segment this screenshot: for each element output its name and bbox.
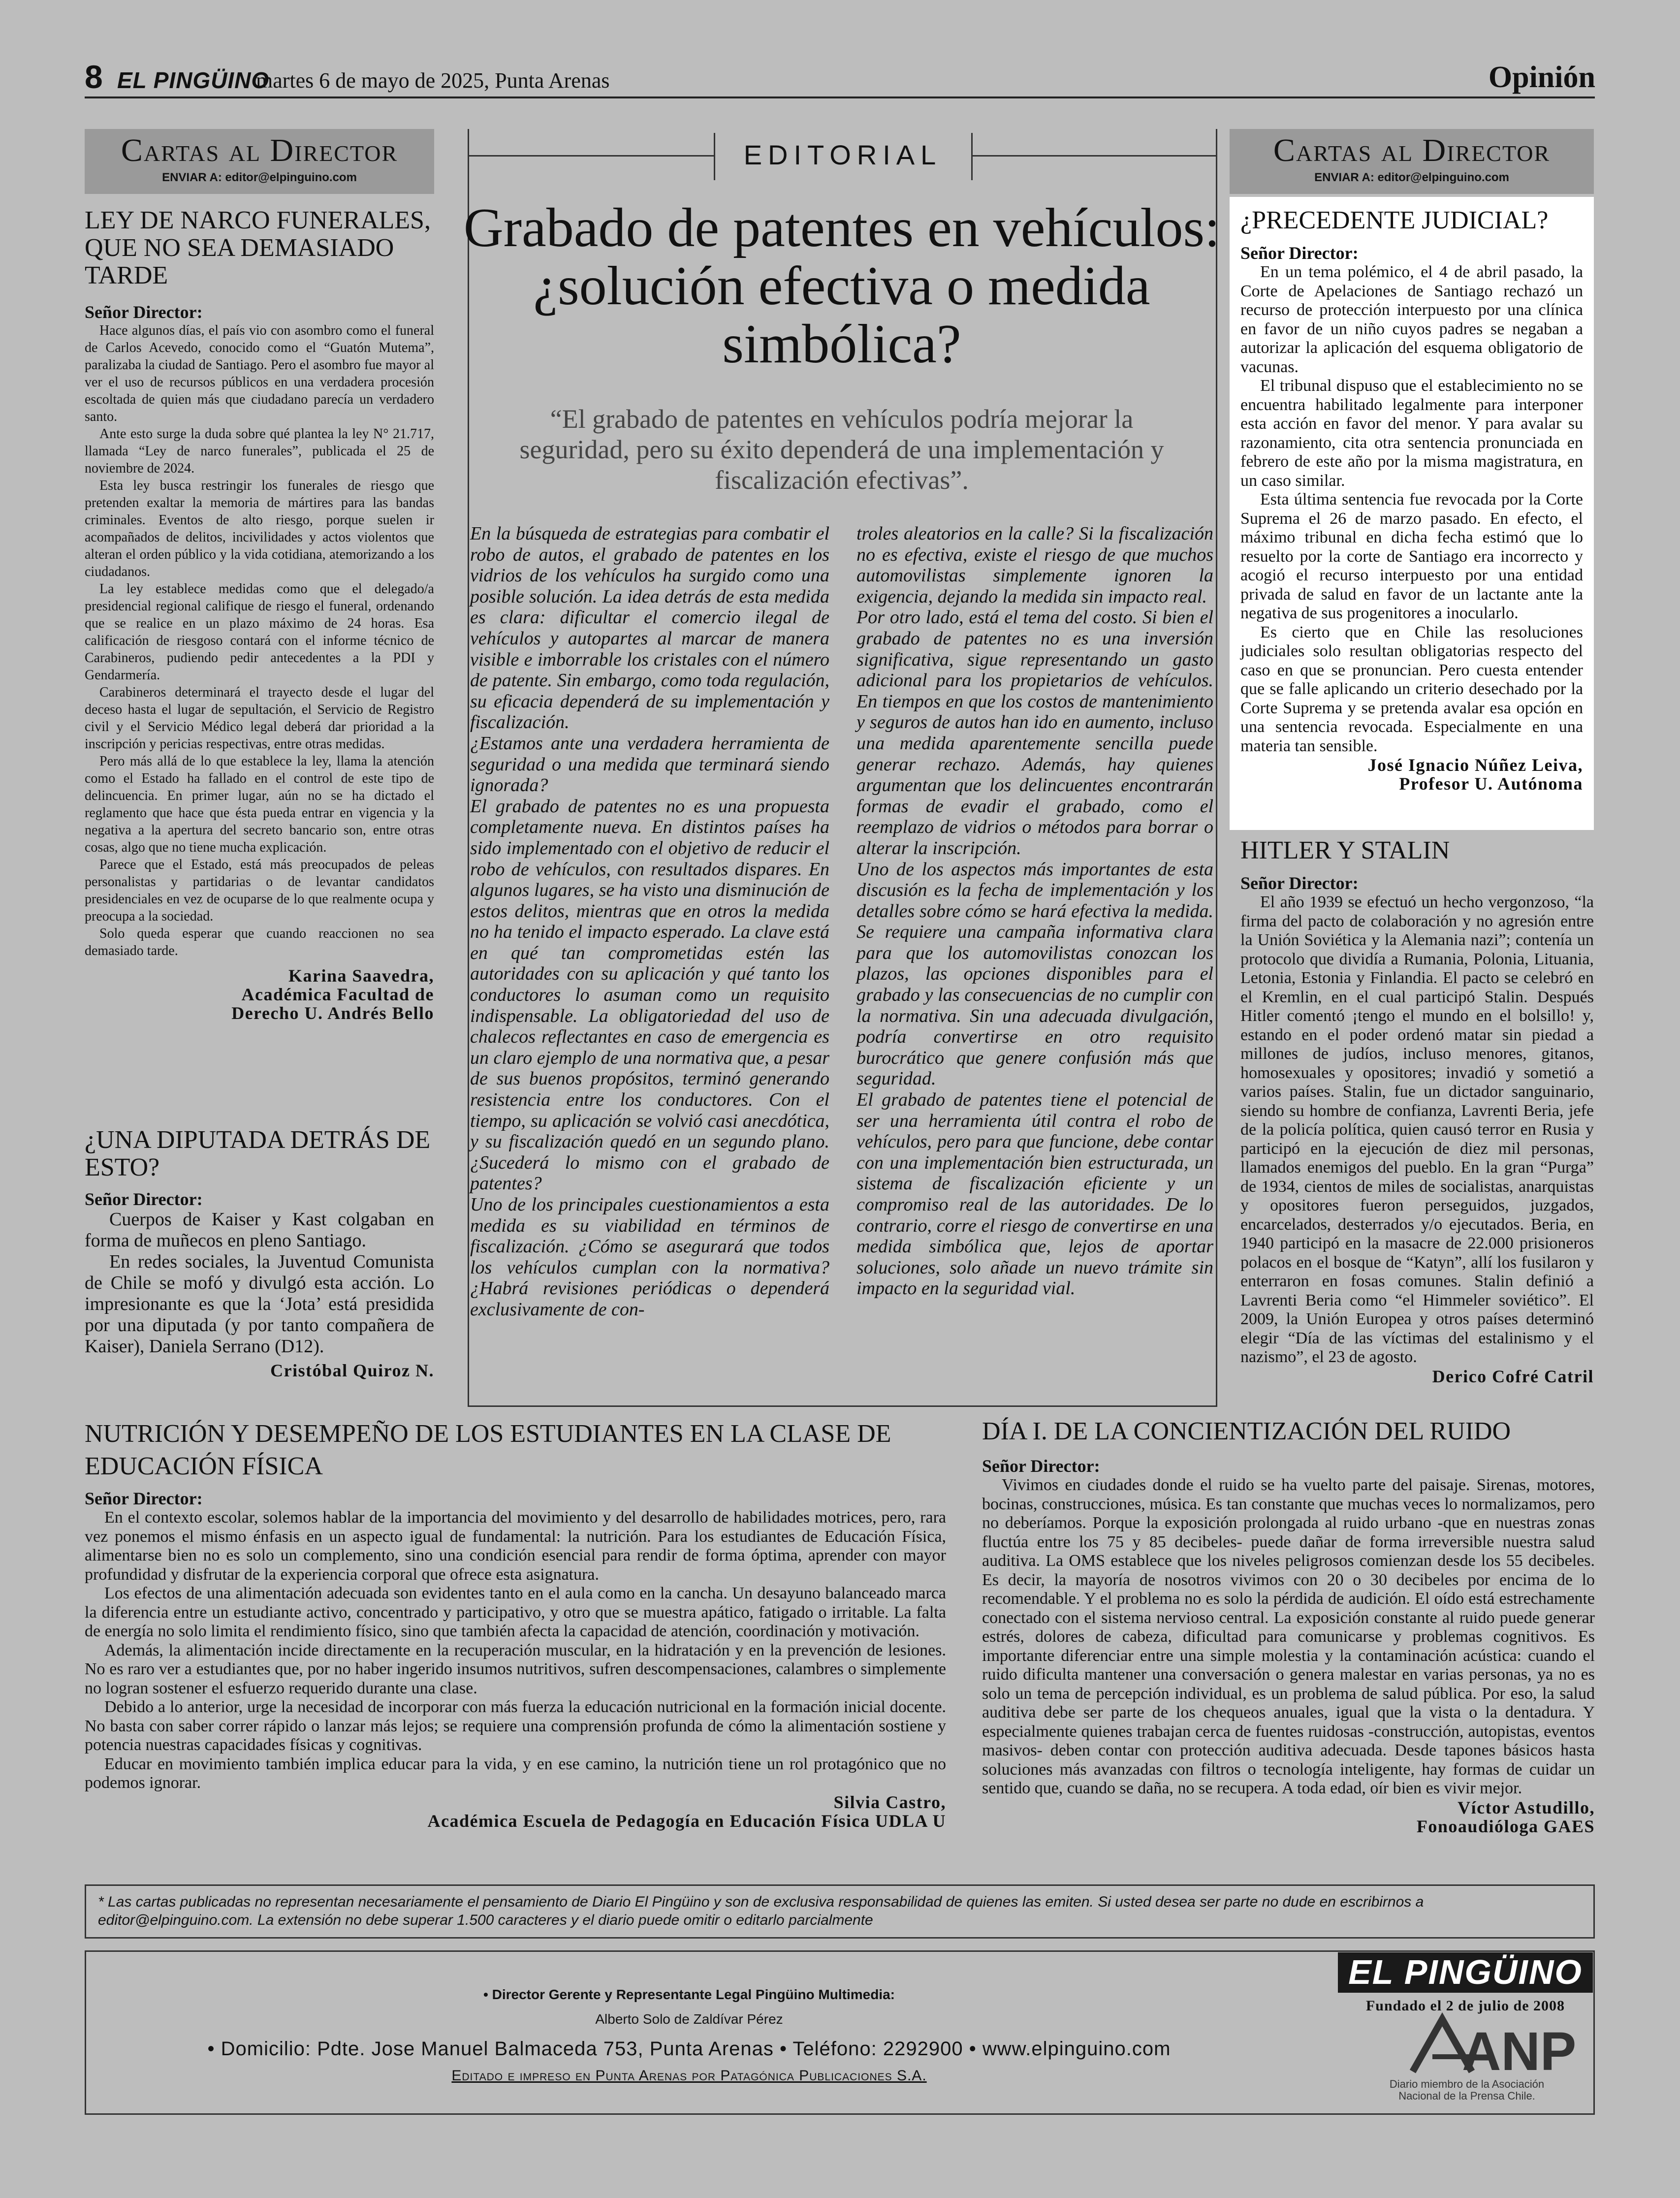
signature-line: Fonoaudióloga GAES	[1416, 1816, 1595, 1836]
cartas-header-right	[1230, 129, 1594, 194]
footer-address: • Domicilio: Pdte. Jose Manuel Balmaceda 753, Punta Arenas • Teléfono: 2292900 • www.elpinguino.com	[207, 2038, 1171, 2060]
paragraph: Ante esto surge la duda sobre qué plantea la ley N° 21.717, llamada “Ley de narco funerales”, publicada el 25 de noviembre de 2024.	[85, 426, 434, 476]
paragraph: ¿Estamos ante una verdadera herramienta de seguridad o una medida que terminará siendo ignorada?	[470, 733, 829, 796]
paragraph: Por otro lado, está el tema del costo. Si bien el grabado de patentes no es una inversión significativa, sigue representando un gasto adicional para los propietarios de vehículos. En tiempos en que los costos de mantenimiento y seguros de autos han ido en aumento, incluso una medida aparentemente sencilla puede generar rechazo. Además, hay quienes argumentan que los delincuentes encontrarán formas de evadir el grabado, como el reemplazo de vidrios o métodos para borrar o alterar la inscripción.	[856, 607, 1213, 859]
letter-salutation: Señor Director:	[1240, 243, 1359, 263]
signature-line: Académica Escuela de Pedagogía en Educación Física UDLA U	[427, 1811, 946, 1831]
letter-headline: HITLER Y STALIN	[1240, 836, 1450, 864]
director-name: Alberto Solo de Zaldívar Pérez	[595, 2011, 783, 2027]
signature-line: Derecho U. Andrés Bello	[231, 1003, 434, 1023]
paragraph: Educar en movimiento también implica educar para la vida, y en ese camino, la nutrición tiene un rol protagónico que no podemos ignorar.	[85, 1754, 946, 1792]
cartas-title: Cartas al Director	[1273, 132, 1551, 168]
paper-logo: EL PINGÜINO	[1338, 1952, 1593, 1993]
letter-salutation: Señor Director:	[85, 1189, 203, 1209]
paragraph: Uno de los aspectos más importantes de esta discusión es la fecha de implementación y los detalles sobre cómo se hará efectiva la medida. Se requiere una campaña informativa clara para que los automovilistas conozcan los plazos, las opciones disponibles para el grabado y las consecuencias de no cumplir con la normativa. Sin una adecuada divulgación, podría convertirse en otro requisito burocrático que genere confusión más que seguridad.	[856, 859, 1213, 1089]
letter-signature	[1240, 756, 1583, 793]
paragraph: Es cierto que en Chile las resoluciones judiciales solo resultan obligatorias respecto del caso en que se pronuncian. Pero cuesta entender que se falle aplicando un criterio desechado por la Corte Suprema y se pretenda avalar esa opción en una sentencia revocada. Especialmente en una materia tan sensible.	[1240, 623, 1583, 755]
dateline: martes 6 de mayo de 2025, Punta Arenas	[256, 68, 610, 93]
letter-signature	[85, 1793, 946, 1830]
paragraph: El año 1939 se efectuó un hecho vergonzoso, “la firma del pacto de colaboración y no agresión entre la Unión Soviética y la Alemania nazi”; contenía un protocolo que dividía a Rumania, Polonia, Lituania, Letonia, Estonia y Finlandia. El pacto se celebró en el Kremlin, en el cual participó Stalin. Después Hitler comentó ¡tengo el mundo en el bolsillo! y, estando en el poder ordenó matar sin piedad a millones de judíos, incluso menores, gitanos, homosexuales y opositores; invadió y sometió a varios países. Stalin, fue un dictador sanguinario, siendo su hombre de confianza, Lavrenti Beria, jefe de la policía política, quien causó terror en Rusia y participó en la ejecución de diez mil personas, llamados enemigos del pueblo. En la gran “Purga” de 1934, cientos de miles de socialistas, anarquistas y opositores fueron perseguidos, juzgados, encarcelados, desterrados y/o ejecutados. Beria, en 1940 participó en la masacre de 22.000 prisioneros polacos en el bosque de “Katyn”, allí los fusilaron y enterraron en fosas comunes. Stalin definió a Lavrenti Beria como “el Himmeler soviético”. El 2009, la Unión Europea y otros países determinó elegir “Día de las víctimas del estalinismo y el nazismo”, el 23 de agosto.	[1240, 893, 1594, 1366]
director-label: • Director Gerente y Representante Legal Pingüino Multimedia:	[483, 1987, 895, 2002]
letter-headline: ¿UNA DIPUTADA DETRÁS DE ESTO?	[85, 1126, 431, 1181]
editorial-label-rule-right	[972, 155, 1217, 157]
editorial-title: Grabado de patentes en vehículos: ¿solución efectiva o medida simbólica?	[463, 197, 1220, 375]
letter-body	[982, 1476, 1595, 1798]
editorial-rule-bottom	[468, 1405, 1217, 1407]
letter-headline: DÍA I. DE LA CONCIENTIZACIÓN DEL RUIDO	[982, 1417, 1511, 1445]
anp-logo-text: ANP	[1462, 2021, 1577, 2082]
paragraph: Carabineros determinará el trayecto desde el lugar del deceso hasta el lugar de sepultación, el Servicio de Registro civil y el Servicio Médico legal deberá dar prioridad a la inscripción y pericias respectivas, entre otras medidas.	[85, 685, 434, 752]
letter-signature	[85, 966, 434, 1022]
paragraph: En el contexto escolar, solemos hablar de la importancia del movimiento y del desarrollo de habilidades motrices, pero, rara vez ponemos el mismo énfasis en un aspecto igual de fundamental: la nutrición. Para los estudiantes de Educación Física, alimentarse bien no es solo un complemento, sino una condición esencial para rendir de forma óptima, aprender con mayor profundidad y disfrutar de la experiencia corporal que ofrece esta asignatura.	[85, 1508, 946, 1584]
signature-line: Profesor U. Autónoma	[1399, 774, 1583, 794]
page-number: 8	[85, 59, 103, 95]
letter-narco-funerales	[85, 207, 434, 1022]
letter-ruido	[982, 1418, 1595, 1836]
paragraph: El tribunal dispuso que el establecimiento no se encuentra habilitado legalmente para interponer esta acción en favor del menor. Y para avalar su razonamiento, cita otra sentencia pronunciada en febrero de este año por la misma magistratura, en un caso similar.	[1240, 377, 1583, 490]
paragraph: En un tema polémico, el 4 de abril pasado, la Corte de Apelaciones de Santiago rechazó un recurso de protección interpuesto por una clínica en favor de un niño cuyos padres se negaban a autorizar la aplicación del esquema obligatorio de vacunas.	[1240, 263, 1583, 376]
paragraph: El grabado de patentes no es una propuesta completamente nueva. En distintos países ha sido implementado con el objetivo de reducir el robo de vehículos, con resultados dispares. En algunos lugares, se ha visto una disminución de estos delitos, mientras que en otros la medida no ha tenido el impacto esperado. La clave está en qué tan comprometidas estén las autoridades con su aplicación y qué tanto los conductores lo asuman como un requisito indispensable. La obligatoriedad del uso de chalecos reflectantes en caso de emergencia es un claro ejemplo de una normativa que, a pesar de sus buenos propósitos, terminó generando resistencia entre los conductores. Con el tiempo, su aplicación se volvió casi anecdótica, y su fiscalización quedó en un segundo plano. ¿Sucederá lo mismo con el grabado de patentes?	[470, 796, 829, 1194]
paragraph: troles aleatorios en la calle? Si la fiscalización no es efectiva, existe el riesgo de que muchos automovilistas simplemente ignoren la exigencia, dejando la medida sin impacto real.	[856, 523, 1213, 607]
letter-signature	[982, 1798, 1595, 1836]
paragraph: En redes sociales, la Juventud Comunista de Chile se mofó y divulgó esta acción. Lo impresionante es que la ‘Jota’ está presidida por una diputada (y por tanto compañera de Kaiser), Daniela Serrano (D12).	[85, 1251, 434, 1357]
letter-headline: LEY DE NARCO FUNERALES, QUE NO SEA DEMASIADO TARDE	[85, 206, 431, 289]
letter-diputada	[85, 1126, 434, 1380]
signature-line: Karina Saavedra,	[288, 966, 434, 986]
signature-line: Silvia Castro,	[833, 1792, 946, 1812]
section-title: Opinión	[1488, 61, 1595, 94]
letter-salutation: Señor Director:	[85, 302, 203, 322]
anp-caption: Diario miembro de la Asociación Nacional de la Prensa Chile.	[1389, 2078, 1545, 2102]
paper-name: EL PINGÜINO	[117, 67, 270, 93]
paragraph: El grabado de patentes tiene el potencial de ser una herramienta útil contra el robo de vehículos, pero para que funcione, debe contar con una implementación bien estructurada, un sistema de fiscalización eficiente y un compromiso real de las autoridades. De lo contrario, corre el riesgo de convertirse en una medida simbólica que, lejos de aportar soluciones, solo añade un nuevo trámite sin impacto en la seguridad vial.	[856, 1089, 1213, 1299]
letter-body	[85, 1209, 434, 1357]
paragraph: Hace algunos días, el país vio con asombro como el funeral de Carlos Acevedo, conocido como el “Guatón Mutema”, paralizaba la ciudad de Santiago. Pero el asombro fue mayor al ver el uso de recursos públicos en una verdadera procesión escoltada de quien más que ciudadano parecía un verdadero santo.	[85, 323, 434, 424]
signature-line: Académica Facultad de	[241, 985, 434, 1004]
paragraph: La ley establece medidas como que el delegado/a presidencial regional califique de riesgo el funeral, ordenando que se realice en un plazo máximo de 24 horas. Esa calificación de riesgoso contará con el informe técnico de Carabineros, pudiendo pedir antecedentes a la PDI y Gendarmería.	[85, 581, 434, 683]
signature-line: Cristóbal Quiroz N.	[270, 1361, 434, 1380]
disclaimer-note: * Las cartas publicadas no representan necesariamente el pensamiento de Diario El Pingüino y son de exclusiva responsabilidad de quienes las emiten. Si usted desea ser parte no dude en escribirnos a editor@elpinguino.com. La extensión no debe superar 1.500 caracteres y el diario puede omitir o editarlo parcialmente	[85, 1884, 1595, 1939]
letter-signature	[1240, 1367, 1594, 1386]
letter-salutation: Señor Director:	[85, 1489, 203, 1508]
letter-nutricion	[85, 1418, 946, 1830]
signature-line: José Ignacio Núñez Leiva,	[1367, 755, 1583, 775]
founded-date: Fundado el 2 de julio de 2008	[1365, 1998, 1565, 2014]
cartas-email: ENVIAR A: editor@elpinguino.com	[1314, 171, 1509, 184]
editorial-column-1	[470, 523, 829, 1320]
editorial-label-rule-left	[468, 155, 714, 157]
paragraph: Solo queda esperar que cuando reaccionen no sea demasiado tarde.	[85, 926, 434, 958]
paragraph: Pero más allá de lo que establece la ley, llama la atención como el Estado ha fallado en el control de este tipo de delincuencia. En primer lugar, aún no se ha dictado el reglamento que hace que ésta pueda entrar en vigencia y la negativa a la apertura del secreto bancario son, entre otras cosas, algo que no tiene mucha explicación.	[85, 754, 434, 855]
letter-salutation: Señor Director:	[1240, 873, 1359, 893]
printed-by: Editado e impreso en Punta Arenas por Patagónica Publicaciones S.A.	[451, 2068, 927, 2084]
signature-line: Víctor Astudillo,	[1458, 1797, 1595, 1817]
paragraph: Cuerpos de Kaiser y Kast colgaban en forma de muñecos en pleno Santiago.	[85, 1209, 434, 1251]
paragraph: Uno de los principales cuestionamientos a esta medida es su viabilidad en términos de fiscalización. ¿Cómo se asegurará que todos los vehículos cumplan con la normativa? ¿Habrá revisiones periódicas o dependerá exclusivamente de con-	[470, 1194, 829, 1320]
letter-headline: ¿PRECEDENTE JUDICIAL?	[1240, 206, 1549, 234]
letter-signature	[85, 1361, 434, 1380]
cartas-header-left	[85, 129, 434, 194]
cartas-email: ENVIAR A: editor@elpinguino.com	[162, 171, 357, 184]
editorial-label-tick-left	[714, 133, 715, 180]
letter-precedente-box	[1230, 197, 1594, 830]
letter-hitler-stalin	[1240, 837, 1594, 1386]
cartas-title: Cartas al Director	[121, 132, 398, 168]
masthead-rule	[85, 96, 1595, 98]
editorial-label: EDITORIAL	[743, 139, 942, 170]
editorial-label-tick-right	[971, 133, 973, 180]
letter-body	[1240, 263, 1583, 756]
paragraph: Esta última sentencia fue revocada por la Corte Suprema el 26 de marzo pasado. En efecto, el máximo tribunal en dicha fecha estimó que lo resuelto por la corte de Santiago era incorrecto y acogió el recurso interpuesto por una entidad privada de salud en favor de un lactante ante la negativa de sus progenitores a inocularlo.	[1240, 490, 1583, 622]
paragraph: Parece que el Estado, está más preocupados de peleas personalistas y partidarias o de levantar candidatos presidenciales en vez de ocuparse de lo que realmente ocupa y preocupa a la sociedad.	[85, 857, 434, 924]
anp-logo-icon	[1398, 2013, 1577, 2082]
letter-body	[1240, 893, 1594, 1367]
letter-body	[85, 322, 434, 959]
editorial-column-2	[856, 523, 1213, 1299]
letter-body	[85, 1508, 946, 1793]
paragraph: Vivimos en ciudades donde el ruido se ha vuelto parte del paisaje. Sirenas, motores, bocinas, construcciones, música. Es tan constante que muchas veces lo normalizamos, pero no deberíamos. Porque la exposición prolongada al ruido urbano -que en nuestras zonas fluctúa entre los 75 y 85 decibeles- puede dañar de forma irreversible nuestra salud auditiva. La OMS establece que los niveles peligrosos comienzan desde los 55 decibeles. Es decir, la mayoría de nosotros vivimos con 20 o 30 decibeles por encima de lo recomendable. Y el problema no es solo la pérdida de audición. El oído está estrechamente conectado con el sistema nervioso central. La exposición constante al ruido puede generar estrés, dolores de cabeza, dificultad para comunicarse y problemas cognitivos. Es importante diferenciar entre una simple molestia y la contaminación acústica: cuando el ruido dificulta mantener una conversación o genera malestar en varias personas, ya no es solo un tema de percepción individual, es un problema de salud pública. Por eso, la salud auditiva debe ser parte de los chequeos anuales, igual que la vista o la dentadura. Y especialmente quienes trabajan cerca de fuentes ruidosas -construcción, autopistas, eventos masivos- deben contar con protección auditiva adecuada. Desde tapones básicos hasta soluciones más avanzadas con filtros o tecnología inteligente, hay formas de cuidar un sentido que, cuando se daña, no se recupera. A toda edad, oír bien es vivir mejor.	[982, 1476, 1595, 1797]
editorial-deck: “El grabado de patentes en vehículos podría mejorar la seguridad, pero su éxito dependerá de una implementación y fiscalización efectivas”.	[519, 404, 1164, 495]
paragraph: Además, la alimentación incide directamente en la recuperación muscular, en la hidratación y en la prevención de lesiones. No es raro ver a estudiantes que, por no haber ingerido insumos nutritivos, sufren descompensaciones, calambres o simplemente no logran sostener el esfuerzo requerido durante una clase.	[85, 1641, 946, 1697]
paragraph: Esta ley busca restringir los funerales de riesgo que pretenden exaltar la memoria de mártires para las bandas criminales. Eventos de alto riesgo, porque suelen ir acompañados de delitos, incivilidades y actos violentos que alteran el orden público y la vida cotidiana, atemorizando a los ciudadanos.	[85, 478, 434, 579]
paragraph: Los efectos de una alimentación adecuada son evidentes tanto en el aula como en la cancha. Un desayuno balanceado marca la diferencia entre un estudiante activo, concentrado y participativo, y otro que se muestra apático, fatigado o irritable. La falta de energía no solo limita el rendimiento físico, sino que también afecta la capacidad de atención, coordinación y motivación.	[85, 1584, 946, 1640]
letter-headline: NUTRICIÓN Y DESEMPEÑO DE LOS ESTUDIANTES EN LA CLASE DE EDUCACIÓN FÍSICA	[85, 1420, 891, 1480]
paragraph: En la búsqueda de estrategias para combatir el robo de autos, el grabado de patentes en los vidrios de los vehículos ha surgido como una posible solución. La idea detrás de esta medida es clara: dificultar el comercio ilegal de vehículos y autopartes al marcar de manera visible e imborrable los cristales con el número de patente. Sin embargo, como toda regulación, su eficacia dependerá de su implementación y fiscalización.	[470, 523, 829, 733]
letter-salutation: Señor Director:	[982, 1456, 1100, 1476]
paragraph: Debido a lo anterior, urge la necesidad de incorporar con más fuerza la educación nutricional en la formación inicial docente. No basta con saber correr rápido o lanzar más lejos; se requiere una comprensión profunda de cómo la alimentación sostiene y potencia nuestras capacidades físicas y cognitivas.	[85, 1698, 946, 1754]
signature-line: Derico Cofré Catril	[1432, 1366, 1594, 1386]
